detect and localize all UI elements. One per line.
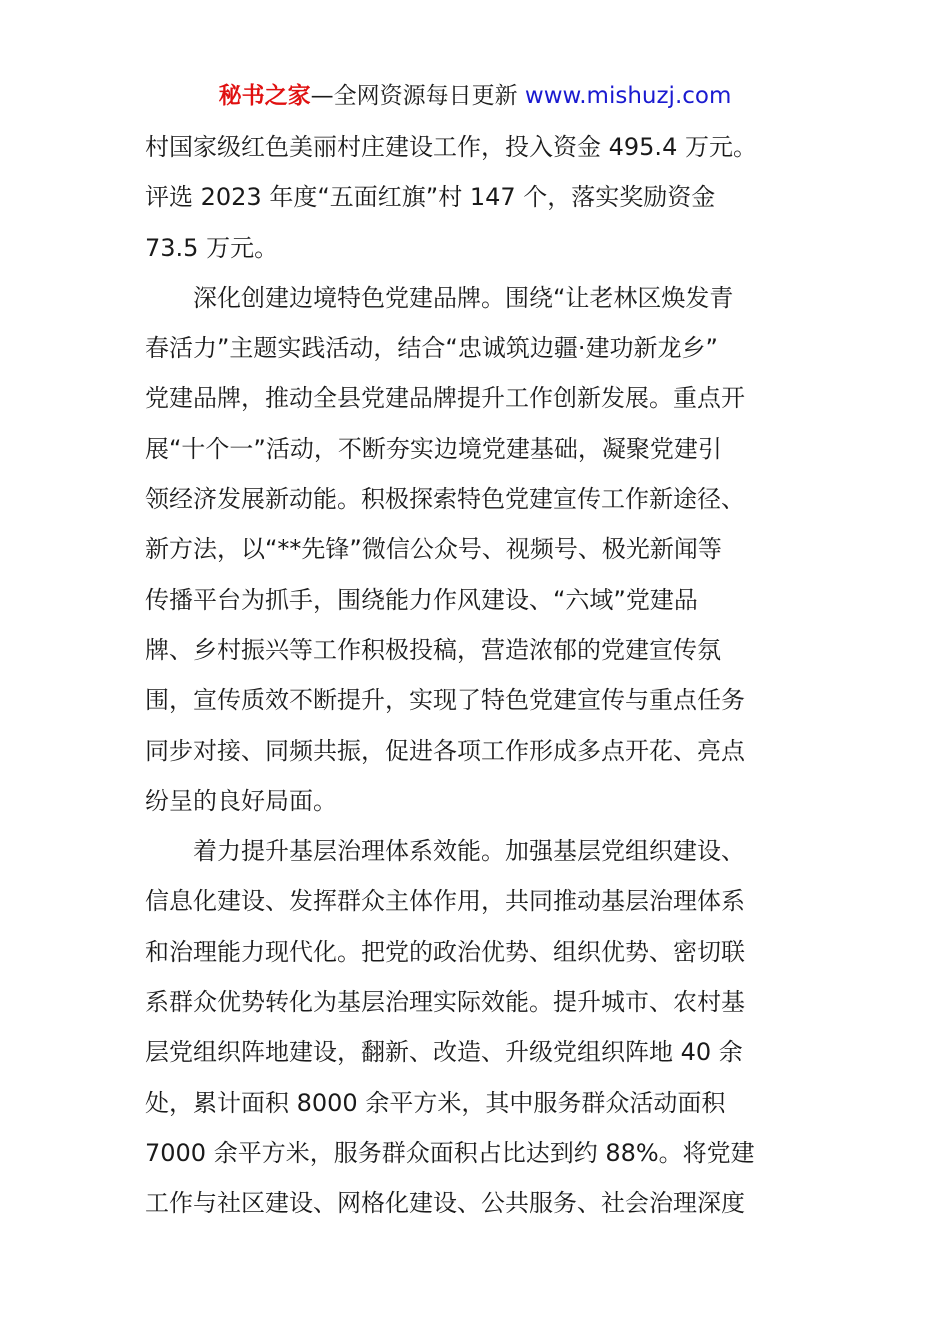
text-line: 7000 余平方米，服务群众面积占比达到约 88%。将党建 (145, 1138, 755, 1167)
page-header (0, 80, 950, 112)
text-line: 处，累计面积 8000 余平方米，其中服务群众活动面积 (145, 1088, 726, 1117)
text-line: 着力提升基层治理体系效能。加强基层党组织建设、 (193, 837, 745, 866)
text-line: 深化创建边境特色党建品牌。围绕“让老林区焕发青 (193, 283, 734, 312)
text-line: 新方法，以“**先锋”微信公众号、视频号、极光新闻等 (145, 535, 722, 564)
text-line: 围，宣传质效不断提升，实现了特色党建宣传与重点任务 (145, 686, 745, 715)
site-brand: 秘书之家 (218, 83, 311, 109)
text-line: 信息化建设、发挥群众主体作用，共同推动基层治理体系 (145, 887, 745, 916)
paragraph (145, 826, 810, 1228)
text-line: 春活力”主题实践活动，结合“忠诚筑边疆·建功新龙乡” (145, 334, 718, 363)
text-line: 传播平台为抓手，围绕能力作风建设、“六域”党建品 (145, 585, 698, 614)
document-body (145, 122, 810, 1229)
site-tagline: —全网资源每日更新 (310, 83, 525, 109)
text-line: 展“十个一”活动，不断夯实边境党建基础，凝聚党建引 (145, 434, 722, 463)
text-line: 评选 2023 年度“五面红旗”村 147 个，落实奖励资金 (145, 183, 716, 212)
text-line: 同步对接、同频共振，促进各项工作形成多点开花、亮点 (145, 736, 745, 765)
text-line: 层党组织阵地建设，翻新、改造、升级党组织阵地 40 余 (145, 1038, 743, 1067)
text-line: 纷呈的良好局面。 (145, 786, 337, 815)
text-line: 村国家级红色美丽村庄建设工作，投入资金 495.4 万元。 (145, 133, 757, 161)
text-line: 党建品牌，推动全县党建品牌提升工作创新发展。重点开 (145, 384, 745, 413)
site-url-link[interactable]: www.mishuzj.com (524, 83, 732, 109)
text-line: 73.5 万元。 (145, 233, 279, 262)
text-line: 工作与社区建设、网格化建设、公共服务、社会治理深度 (145, 1189, 745, 1218)
text-line: 领经济发展新动能。积极探索特色党建宣传工作新途径、 (145, 485, 745, 514)
paragraph (145, 122, 810, 273)
text-line: 系群众优势转化为基层治理实际效能。提升城市、农村基 (145, 988, 745, 1017)
paragraph (145, 273, 810, 826)
text-line: 牌、乡村振兴等工作积极投稿，营造浓郁的党建宣传氛 (145, 635, 721, 664)
text-line: 和治理能力现代化。把党的政治优势、组织优势、密切联 (145, 937, 745, 966)
